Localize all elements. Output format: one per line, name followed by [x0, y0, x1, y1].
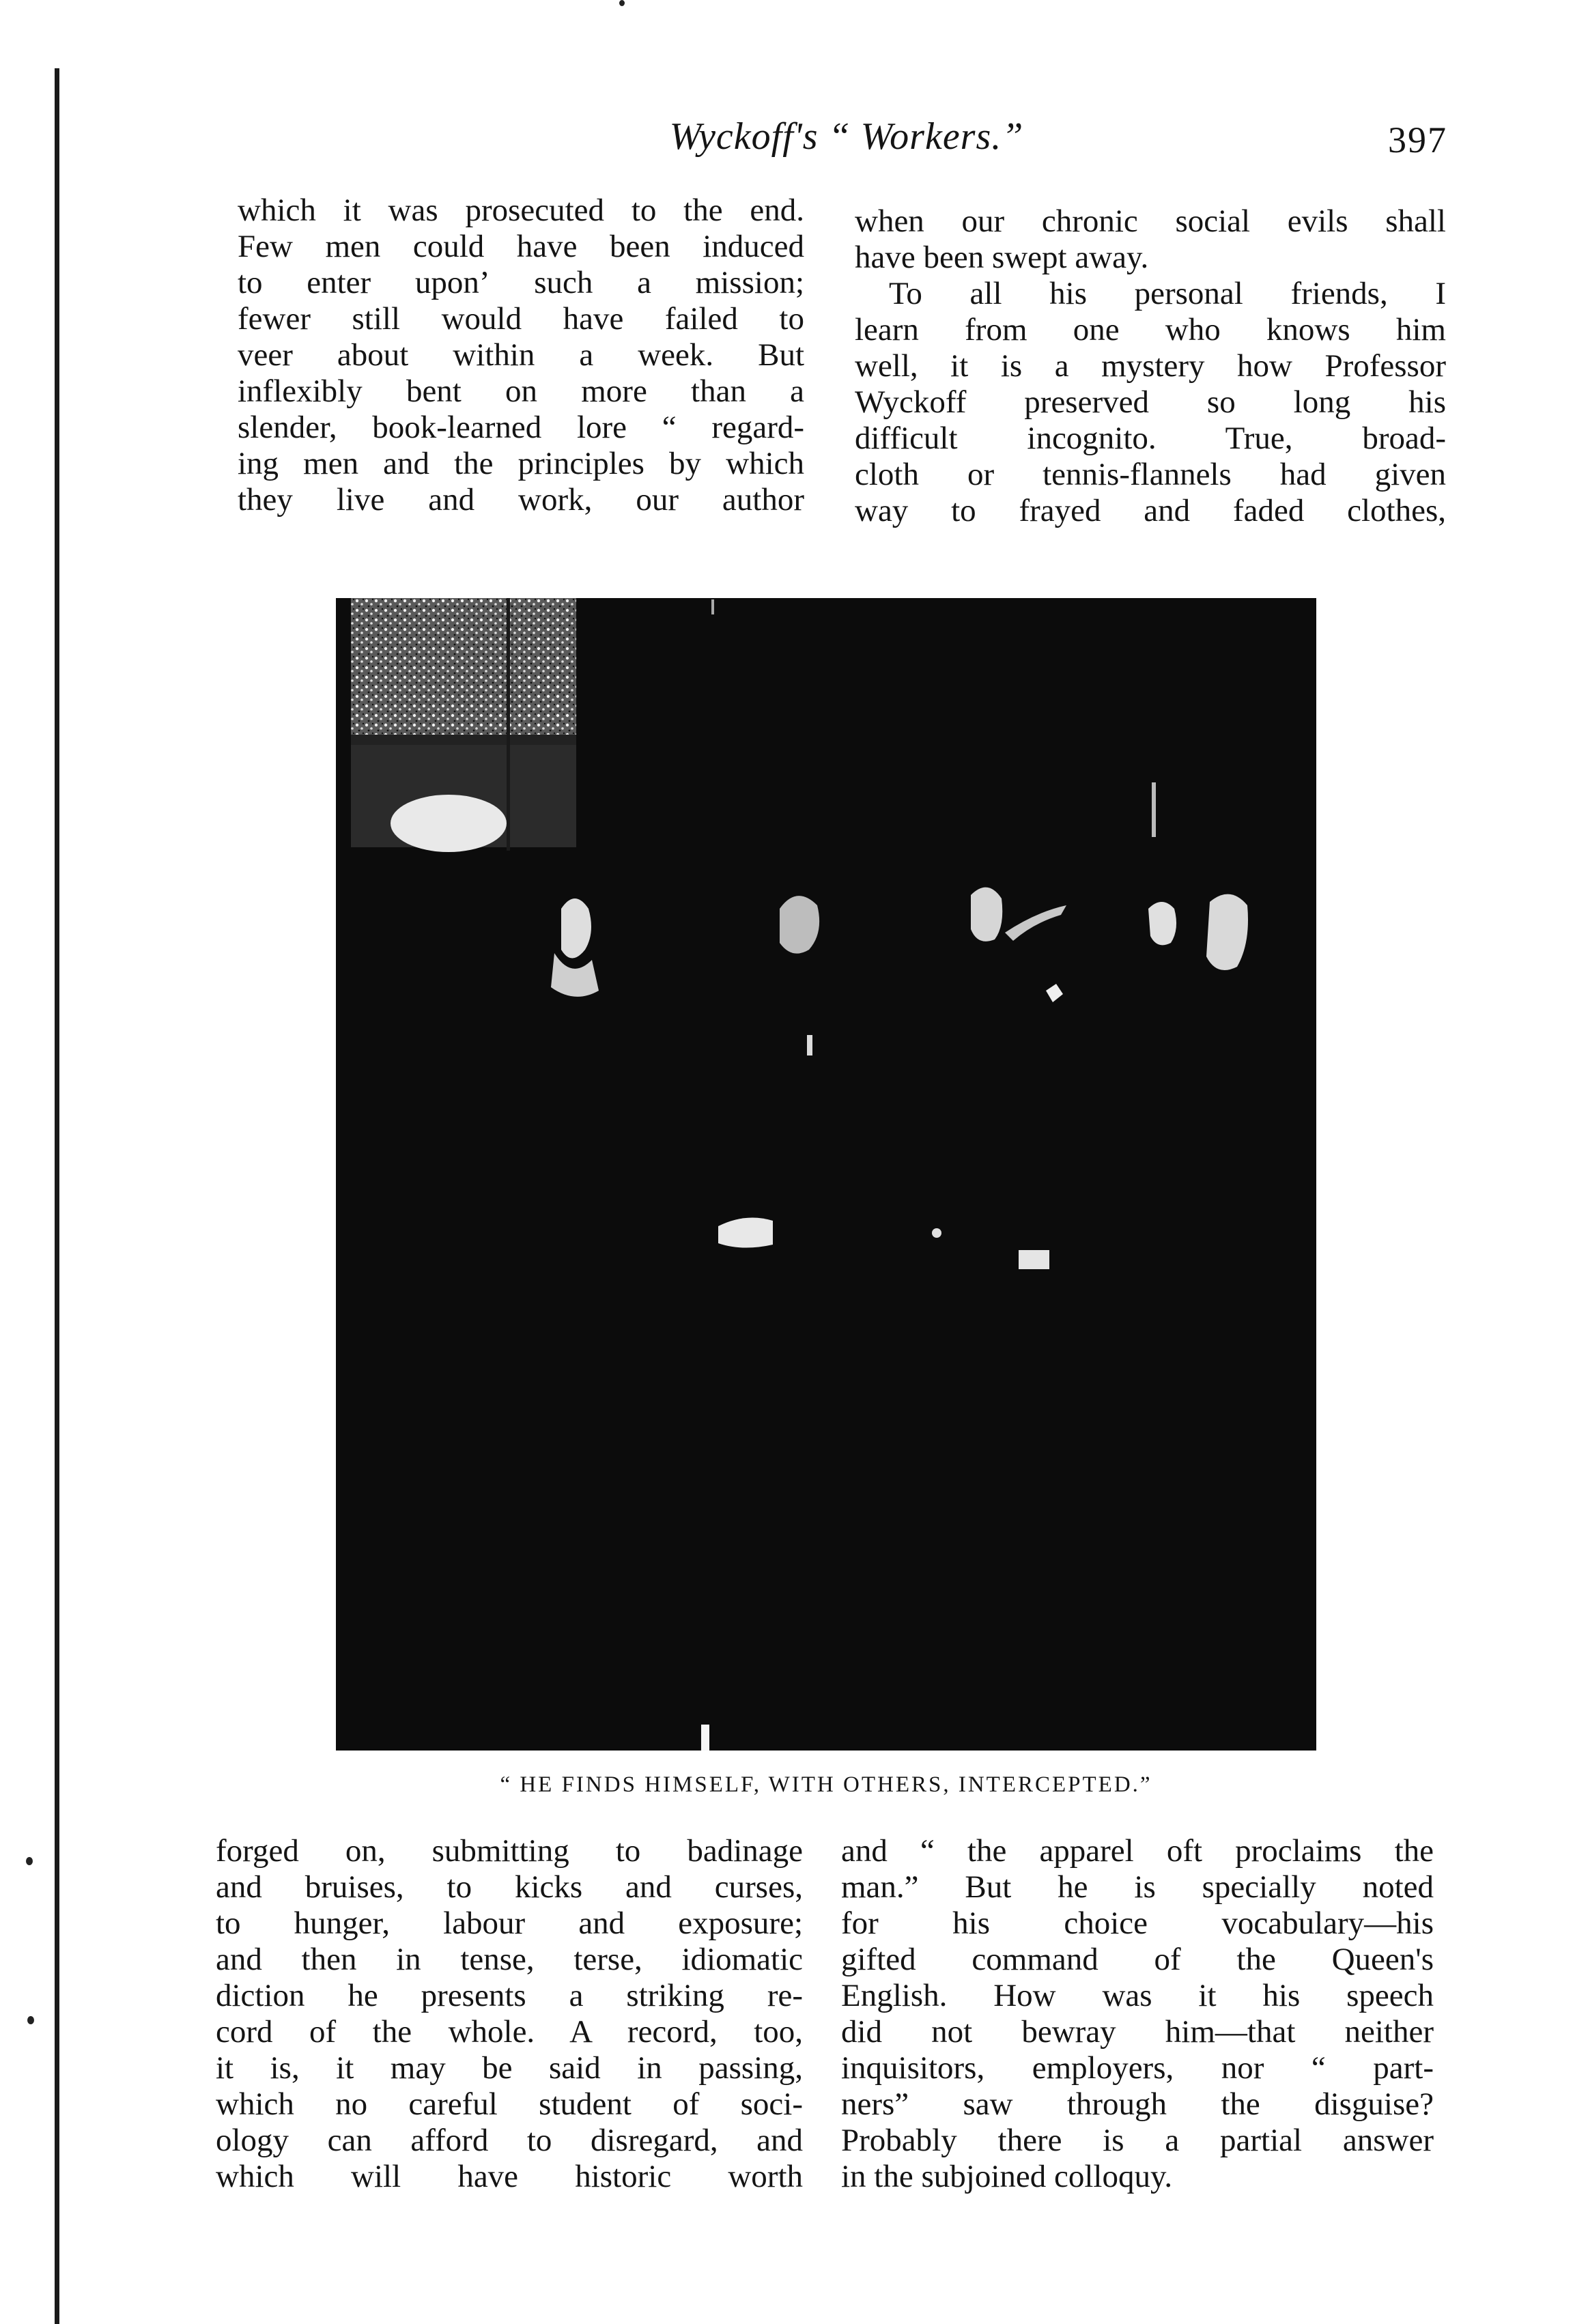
text-line: Wyckoff preserved so long his: [855, 384, 1446, 420]
text-line: Few men could have been induced: [238, 229, 804, 264]
text-line: and “ the apparel oft proclaims the: [841, 1833, 1434, 1869]
text-line: well, it is a mystery how Professor: [855, 348, 1446, 384]
text-line: for his choice vocabulary—his: [841, 1905, 1434, 1941]
text-line: Probably there is a partial answer: [841, 2123, 1434, 2158]
text-line: which it was prosecuted to the end.: [238, 193, 804, 228]
photograph: [336, 598, 1316, 1751]
text-line: ing men and the principles by which: [238, 446, 804, 481]
text-line: which will have historic worth: [216, 2159, 803, 2194]
scan-mark: [619, 0, 625, 6]
text-line: did not bewray him—that neither: [841, 2014, 1434, 2050]
text-line: and then in tense, terse, idiomatic: [216, 1942, 803, 1977]
scan-mark: [26, 1857, 33, 1865]
photo-caption: “ HE FINDS HIMSELF, WITH OTHERS, INTERCEPTED.”: [500, 1772, 1152, 1797]
running-title: Wyckoff's “ Workers.”: [669, 115, 1024, 158]
text-line: which no careful student of soci-: [216, 2086, 803, 2122]
text-line: way to frayed and faded clothes,: [855, 493, 1446, 528]
text-line: to enter uponʼ such a mission;: [238, 265, 804, 300]
text-line: ology can afford to disregard, and: [216, 2123, 803, 2158]
photograph-image: [336, 598, 1316, 1751]
text-line: English. How was it his speech: [841, 1978, 1434, 2013]
text-line: inflexibly bent on more than a: [238, 373, 804, 409]
text-line: learn from one who knows him: [855, 312, 1446, 348]
text-line: have been swept away.: [855, 240, 1149, 275]
text-line: it is, it may be said in passing,: [216, 2050, 803, 2086]
text-line: and bruises, to kicks and curses,: [216, 1869, 803, 1905]
text-line: to hunger, labour and exposure;: [216, 1905, 803, 1941]
text-line: To all his personal friends, I: [889, 276, 1446, 311]
text-column-top-left: [238, 193, 804, 518]
text-line: in the subjoined colloquy.: [841, 2159, 1173, 2194]
text-line: forged on, submitting to badinage: [216, 1833, 803, 1869]
text-column-bottom-right: [841, 1833, 1434, 2195]
page-number: 397: [1388, 119, 1447, 160]
text-line: fewer still would have failed to: [238, 301, 804, 337]
text-line: inquisitors, employers, nor “ part-: [841, 2050, 1434, 2086]
text-line: gifted command of the Queen's: [841, 1942, 1434, 1977]
text-line: man.” But he is specially noted: [841, 1869, 1434, 1905]
text-column-top-right: [855, 203, 1446, 529]
scan-mark: [27, 2016, 34, 2024]
text-line: difficult incognito. True, broad-: [855, 421, 1446, 456]
text-line: diction he presents a striking re-: [216, 1978, 803, 2013]
binding-edge: [55, 68, 59, 2324]
text-line: ners” saw through the disguise?: [841, 2086, 1434, 2122]
text-line: cloth or tennis-flannels had given: [855, 457, 1446, 492]
text-line: when our chronic social evils shall: [855, 203, 1446, 239]
text-line: veer about within a week. But: [238, 337, 804, 373]
text-column-bottom-left: [216, 1833, 803, 2195]
running-head: [246, 115, 1447, 176]
text-line: slender, book-learned lore “ regard-: [238, 410, 804, 445]
text-line: cord of the whole. A record, too,: [216, 2014, 803, 2050]
text-line: they live and work, our author: [238, 482, 804, 518]
